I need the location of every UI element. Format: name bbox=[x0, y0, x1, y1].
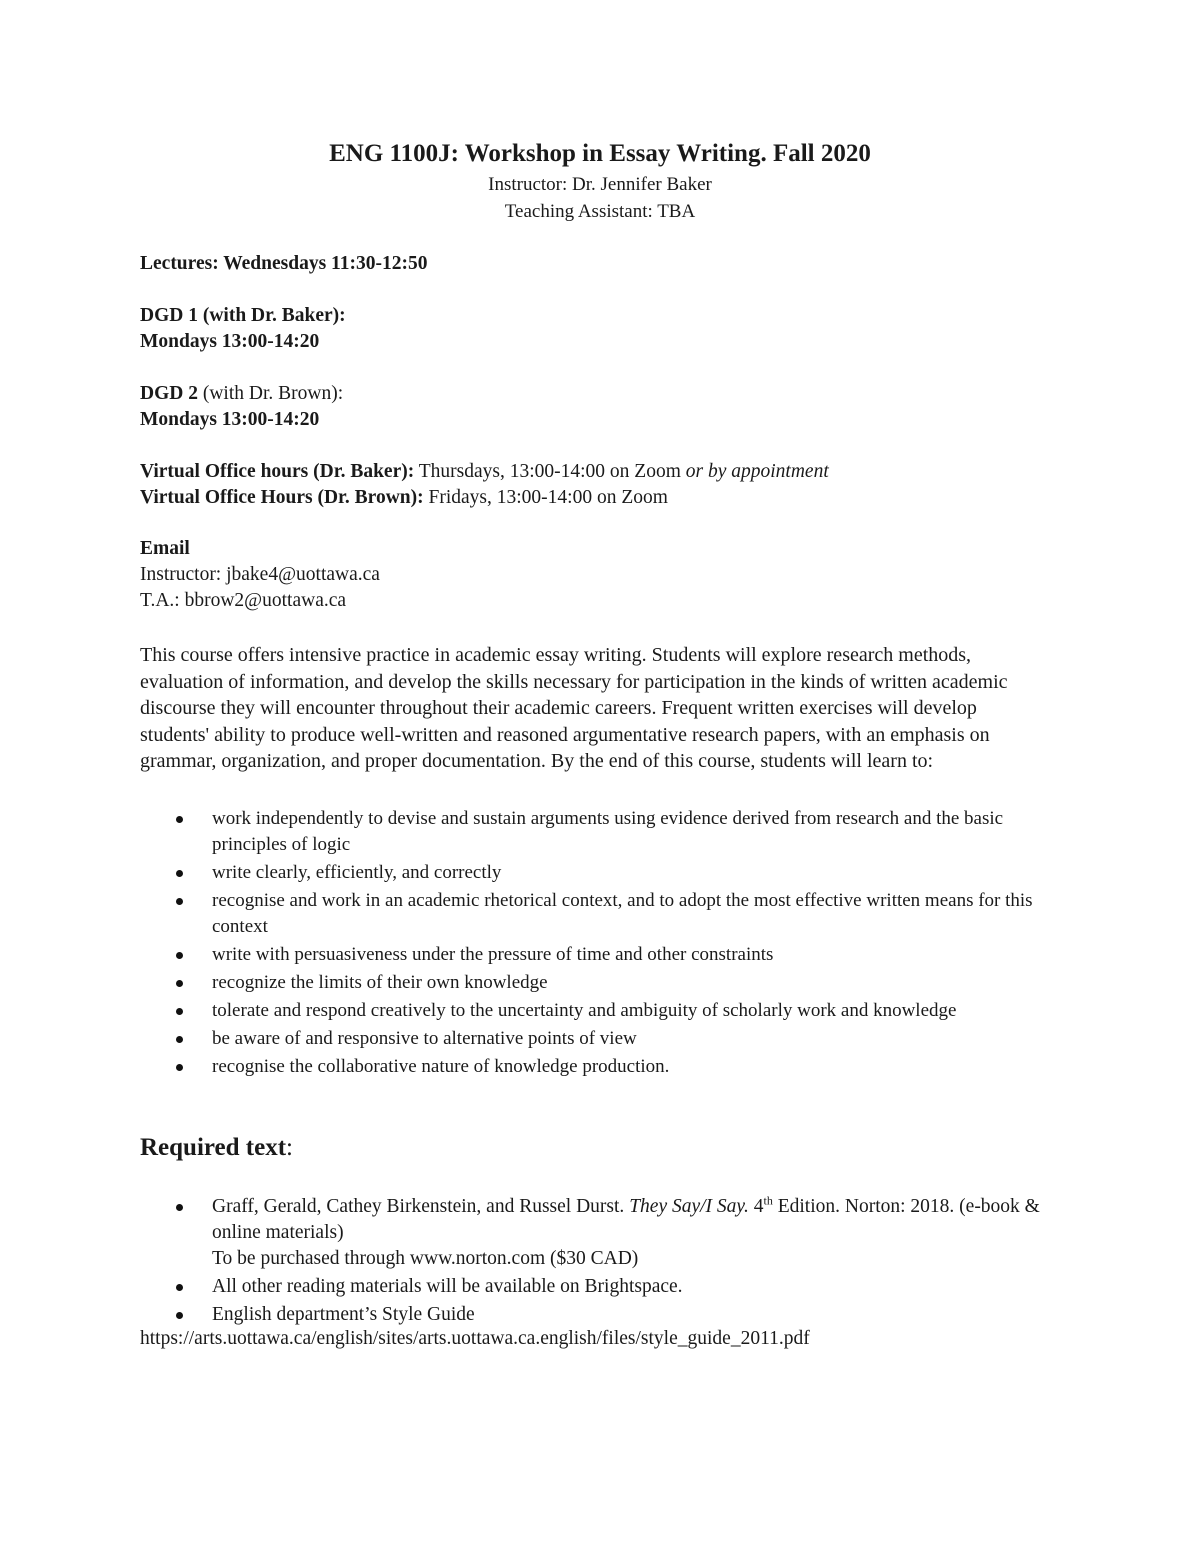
ta-line: Teaching Assistant: TBA bbox=[504, 201, 696, 222]
dgd2-time: Mondays 13:00-14:20 bbox=[140, 409, 320, 430]
list-item bbox=[140, 1194, 1070, 1272]
style-guide-url[interactable]: https://arts.uottawa.ca/english/sites/arts.uottawa.ca.english/files/style_guide_2011.pdf bbox=[140, 1328, 810, 1349]
outcome-text: recognize the limits of their own knowledge bbox=[212, 972, 548, 993]
learning-outcomes-list bbox=[140, 806, 1070, 1082]
office-hours-baker bbox=[140, 461, 829, 483]
outcome-text: tolerate and respond creatively to the uncertainty and ambiguity of scholarly work and knowledge bbox=[212, 1000, 957, 1021]
outcome-text: be aware of and responsive to alternative points of view bbox=[212, 1028, 637, 1049]
email-instructor: Instructor: jbake4@uottawa.ca bbox=[140, 564, 380, 585]
bullet-icon bbox=[176, 1312, 183, 1319]
list-item bbox=[140, 806, 1070, 858]
instructor-line: Instructor: Dr. Jennifer Baker bbox=[488, 174, 712, 195]
bullet-icon bbox=[176, 870, 183, 877]
email-ta: T.A.: bbrow2@uottawa.ca bbox=[140, 590, 347, 611]
outcome-text: write with persuasiveness under the pressure of time and other constraints bbox=[212, 944, 774, 965]
list-item bbox=[140, 1026, 1070, 1052]
outcome-text: recognise and work in an academic rhetorical context, and to adopt the most effective written means for this context bbox=[212, 890, 1033, 937]
required-texts-list bbox=[140, 1194, 1070, 1330]
book-edition-suffix: th bbox=[763, 1193, 773, 1208]
outcome-text: write clearly, efficiently, and correctly bbox=[212, 862, 502, 883]
list-item bbox=[140, 1054, 1070, 1080]
other-materials: All other reading materials will be available on Brightspace. bbox=[212, 1276, 683, 1297]
bullet-icon bbox=[176, 1284, 183, 1291]
required-text-label: Required text bbox=[140, 1134, 287, 1161]
email-heading: Email bbox=[140, 538, 190, 559]
bullet-icon bbox=[176, 952, 183, 959]
course-description: This course offers intensive practice in academic essay writing. Students will explore research methods, evaluation of information, and develop the skills necessary for participation in the kinds of written academic discourse they will encounter throughout their academic careers. Frequent written exercises will develop students' ability to produce well-written and reasoned argumentative research papers, with an emphasis on grammar, organization, and proper documentation. By the end of this course, students will learn to: bbox=[140, 644, 1008, 772]
list-item bbox=[140, 998, 1070, 1024]
office-hours-brown-text: Fridays, 13:00-14:00 on Zoom bbox=[423, 487, 668, 508]
office-hours-baker-text: Thursdays, 13:00-14:00 on Zoom bbox=[414, 461, 686, 482]
list-item bbox=[140, 1274, 1070, 1300]
course-title: ENG 1100J: Workshop in Essay Writing. Fall 2020 bbox=[329, 140, 871, 167]
office-hours-baker-label: Virtual Office hours (Dr. Baker): bbox=[140, 461, 415, 482]
list-item bbox=[140, 1302, 1070, 1328]
dgd1-time: Mondays 13:00-14:20 bbox=[140, 331, 320, 352]
required-text-heading bbox=[140, 1134, 293, 1162]
bullet-icon bbox=[176, 1204, 183, 1211]
list-item bbox=[140, 970, 1070, 996]
list-item bbox=[140, 888, 1070, 940]
list-item bbox=[140, 860, 1070, 886]
book-purchase-info: To be purchased through www.norton.com ($30 CAD) bbox=[212, 1248, 639, 1269]
bullet-icon bbox=[176, 980, 183, 987]
book-title: They Say/I Say. bbox=[629, 1196, 749, 1217]
outcome-text: work independently to devise and sustain arguments using evidence derived from research and the basic principles of logic bbox=[212, 808, 1004, 855]
bullet-icon bbox=[176, 1036, 183, 1043]
bullet-icon bbox=[176, 1008, 183, 1015]
style-guide: English department’s Style Guide bbox=[212, 1304, 475, 1325]
outcome-text: recognise the collaborative nature of knowledge production. bbox=[212, 1056, 670, 1077]
dgd2-label-line bbox=[140, 383, 343, 405]
office-hours-baker-appointment: or by appointment bbox=[685, 461, 829, 482]
book-details: Edition. Norton: 2018. (e-book & online materials) bbox=[212, 1196, 1040, 1243]
bullet-icon bbox=[176, 816, 183, 823]
bullet-icon bbox=[176, 1064, 183, 1071]
dgd1-label: DGD 1 (with Dr. Baker): bbox=[140, 305, 346, 326]
lectures-line: Lectures: Wednesdays 11:30-12:50 bbox=[140, 253, 428, 274]
dgd2-label: DGD 2 bbox=[140, 383, 198, 404]
dgd2-with: (with Dr. Brown): bbox=[197, 383, 344, 404]
book-edition-number: 4 bbox=[748, 1196, 764, 1217]
required-text-colon: : bbox=[286, 1134, 293, 1161]
office-hours-brown-label: Virtual Office Hours (Dr. Brown): bbox=[140, 487, 424, 508]
office-hours-brown bbox=[140, 487, 668, 509]
book-authors: Graff, Gerald, Cathey Birkenstein, and Russel Durst. bbox=[212, 1196, 630, 1217]
bullet-icon bbox=[176, 898, 183, 905]
list-item bbox=[140, 942, 1070, 968]
